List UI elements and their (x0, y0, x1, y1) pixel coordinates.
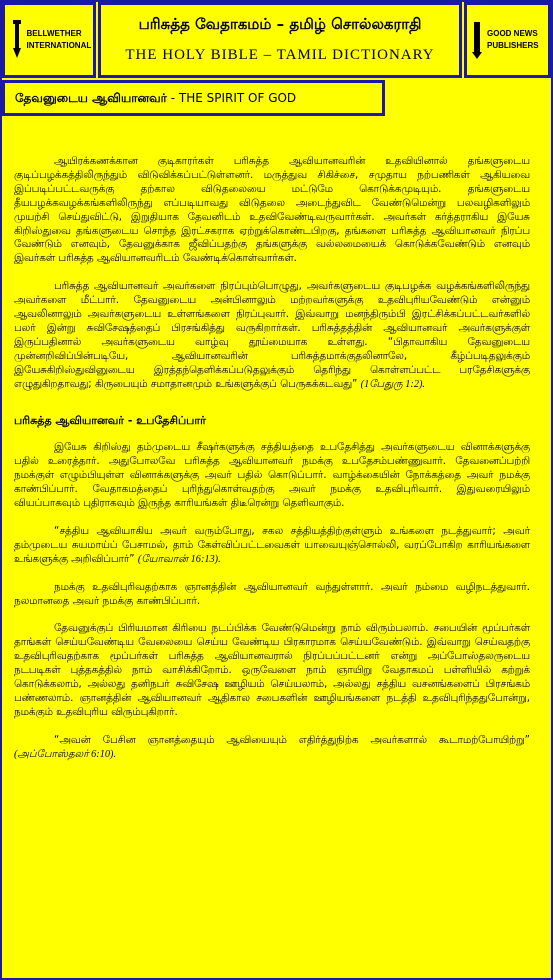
paragraph: நமக்கு உதவிபுரிவதற்காக ஞானத்தின் ஆவியானவர் வந்துள்ளார். அவர் நம்மை வழிநடத்துவார். நலமானதை அவர் நமக்கு காண்பிப்பார். (14, 580, 530, 607)
section-title-english: - THE SPIRIT OF GOD (166, 91, 297, 105)
bellwether-logo-text: BELLWETHER INTERNATIONAL (26, 29, 92, 50)
good-news-logo-text: GOOD NEWS PUBLISHERS (487, 29, 539, 50)
bellwether-logo (2, 2, 96, 78)
scripture-ref: (1பேதுரு 1:2). (360, 378, 425, 390)
header-title-box (98, 2, 462, 78)
book-icon (470, 20, 484, 60)
paragraph: “சத்திய ஆவியாகிய அவர் வரும்போது, சகல சத்தியத்திற்குள்ளும் உங்களை நடத்துவார்; அவர் தம்முடைய சுயமாய்ப் பேசாமல், தாம் கேள்விப்பட்டவைகள் யாவையுஞ்சொல்லி, வரப்போகிற காரியங்களை உங்களுக்கு அறிவிப்பார்” (யோவான் 16:13). (14, 524, 530, 565)
paragraph: இயேசு கிறிஸ்து தம்முடைய சீஷர்களுக்கு சத்தியத்தை உபதேசித்து அவர்களுடைய வினாக்களுக்கு பதில் உரைத்தார். அதுபோலவே பரிசுத்த ஆவியானவர் நமக்கு உபதேசம்பண்ணுவார். தேவனைப்பற்றி நமக்குள் எழும்பியுள்ள வினாக்களுக்கு அவர் பதில் கொடுப்பார். வாழ்க்கையின் நோக்கத்தை அவர் நமக்கு காண்பிப்பார். வேதாகமத்தைப் புரிந்துகொள்வதற்கு அவர் நமக்கு உதவிபுரிவார். இதுவரையிலும் வியப்பாகவும் புதிராகவும் இருந்த காரியங்கள் திடீரென்று தெளிவாகும். (14, 441, 530, 510)
paragraph: “அவன் பேசின ஞானத்தையும் ஆவியையும் எதிர்த்துநிற்க அவர்களால் கூடாமற்போயிற்று” (அப்போஸ்தலர் 6:10). (14, 733, 530, 760)
section-title-box (2, 80, 385, 116)
section-title (15, 91, 296, 107)
good-news-logo (464, 2, 551, 78)
scripture-ref: (யோவான் 16:13). (137, 553, 221, 565)
scripture-ref: (அப்போஸ்தலர் 6:10). (14, 748, 117, 760)
subheading: பரிசுத்த ஆவியானவர் - உபதேசிப்பார் (14, 413, 206, 427)
paragraph: பரிசுத்த ஆவியானவர் அவர்களை நிரப்பும்பொழுது, அவர்களுடைய குடிபழக்க வழக்கங்களிலிருந்து அவர்களை மீட்பார். தேவனுடைய அன்பினாலும் மற்றவர்களுக்கு உதவிபுரியவேண்டும் என்னும் ஆவலினாலும் அவர்களுடைய உள்ளங்களை நிரப்புவார். இவ்வாறு மனந்திரும்பி இரட்சிக்கப்பட்டவர்களில் பலர் இன்று சுவிசேஷத்தைப் பிரசங்கித்து வருகிறார்கள். பரிசுத்தத்தின் ஆவியானவர் அவர்களுக்குள் இருப்பதினால் அவர்களுடைய வாழ்வு தூய்மையாக உள்ளது. “பிதாவாகிய தேவனுடைய முன்னறிவிப்பின்படியே, ஆவியானவரின் பரிசுத்தமாக்குதலினாலே, கீழ்ப்படிதலுக்கும் இயேசுகிறிஸ்துவினுடைய இரத்தந்தெளிக்கப்படுதலுக்கும் தெரிந்து கொள்ளப்பட்ட பரதேசிகளுக்கு எழுதுகிறதாவது; கிருபையும் சமாதானமும் உங்களுக்குப் பெருகக்கடவது” (1பேதுரு 1:2). (14, 280, 530, 390)
title-english: THE HOLY BIBLE – TAMIL DICTIONARY (125, 47, 435, 63)
pen-icon (10, 20, 24, 60)
article-body (14, 155, 530, 776)
title-tamil: பரிசுத்த வேதாகமம் – தமிழ் சொல்லகராதி (138, 15, 422, 33)
paragraph: ஆயிரக்கணக்கான குடிகாரர்கள் பரிசுத்த ஆவியானவரின் உதவியினால் தங்களுடைய குடிப்பழக்கத்திலிருந்தும் விடுவிக்கப்பட்டுள்ளனர். மருத்துவ சிகிச்சை, சமுதாய நற்பணிகள் ஆகியவை இப்படிப்பட்டவருக்கு தற்கால விடுதலையை மட்டுமே கொடுக்கமுடியும். தங்களுடைய தீயபழக்கவழக்கங்களிலிருந்து எப்படியாவது விடுதலை அடைந்துவிட வேண்டுமென்று பலவழிகளிலும் முயற்சி செய்துவிட்டு, இறுதியாக தேவனிடம் உதவிவேண்டிவருவார்கள். அவர்கள் கர்த்தராகிய இயேசு கிறிஸ்துவை தங்களுடைய சொந்த இரட்சகராக ஏற்றுக்கொண்டபிறகு, தங்களை பரிசுத்த ஆவியானவர் நிரப்ப வேண்டும் எனவும், தேவனுக்காக ஜீவிப்பதற்கு தங்களுக்கு வல்லமையைக் கொடுக்கவேண்டும் எனவும் இவர்கள் பரிசுத்த ஆவியானவரிடம் வேண்டிக்கொள்வார்கள். (14, 155, 530, 265)
paragraph: தேவனுக்குப் பிரியமான கிரியை நடப்பிக்க வேண்டுமென்று நாம் விரும்பலாம். சபையின் மூப்பர்கள் தாங்கள் செய்யவேண்டிய வேலையை செய்ய வேண்டிய பிரகாரமாக செய்யவேண்டும். இவ்வாறு செய்வதற்கு உதவிபுரிவதற்காக மூப்பர்கள் பரிசுத்த ஆவியானவரால் நிரப்பப்பட்டனர் என்று அப்போஸ்தலருடைய நடபடிகள் புத்தகத்தில் நாம் வாசிக்கிறோம். ஒருவேளை நாம் ஞாயிறு வேதாகமப் பள்ளியில் கற்றுக் கொடுக்கலாம், அல்லது தனிநபர் சுவிசேஷ ஊழியம் செய்யலாம், அல்லது சத்திய வசனங்களைப் பிரசங்கம் பண்ணலாம். ஞானத்தின் ஆவியானவர் ஆதிகால சபைகளின் ஊழியங்களை நடத்தி உதவிபுரிந்ததுபோன்று, நமக்கும் உதவிபுரிய விரும்புகிறார். (14, 622, 530, 718)
section-title-tamil: தேவனுடைய ஆவியானவர் (15, 91, 167, 105)
